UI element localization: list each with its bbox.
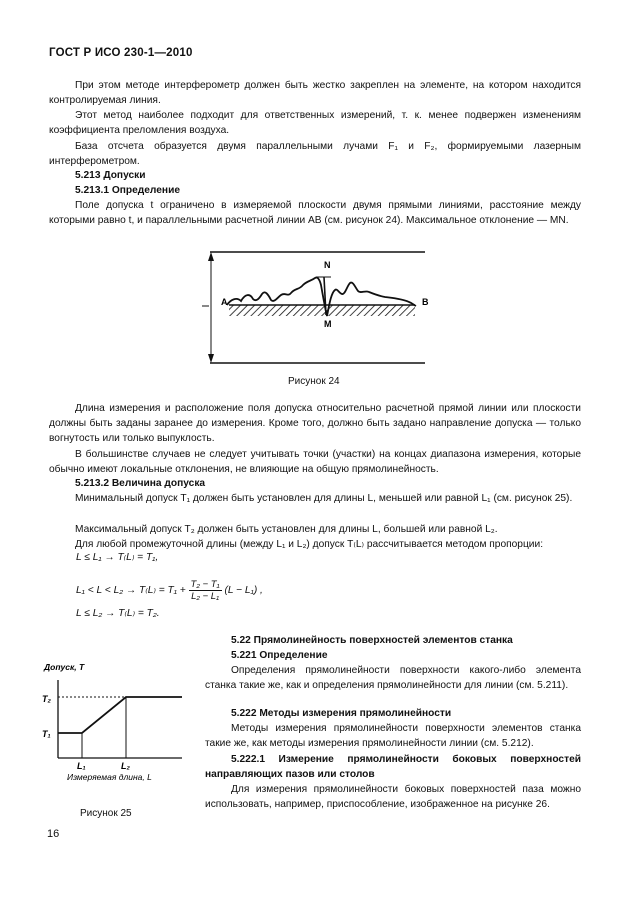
section-heading: 5.221 Определение	[231, 650, 328, 661]
paragraph: Для любой промежуточной длины (между L₁ и L₂) допуск T₍L₎ рассчитывается методом пропорции:	[75, 539, 544, 550]
tolerance-curve	[58, 697, 182, 733]
hatched-reference-surface	[229, 305, 415, 316]
formula-2-left: L₁ < L < L₂ → T₍L₎ = T₁ +	[76, 585, 186, 596]
label-l1: L₁	[77, 761, 86, 771]
label-t2: T₂	[42, 694, 51, 704]
paragraph: База отсчета образуется двумя параллельными лучами F₁ и F₂, формируемыми лазерным интерферометром.	[49, 141, 581, 167]
label-n: N	[324, 260, 331, 270]
paragraph: Для измерения прямолинейности боковых поверхностей паза можно использовать, например, приспособление, изображенное на рисунке 26.	[205, 784, 581, 810]
section-heading: 5.222.1 Измерение прямолинейности боковых поверхностей направляющих пазов или столов	[205, 754, 581, 780]
section-heading: 5.222 Методы измерения прямолинейности	[231, 708, 452, 719]
paragraph: Методы измерения прямолинейности поверхности элементов станка такие же, как методы измерения прямолинейности линии (см. 5.212).	[205, 723, 581, 749]
formula-2-fraction	[189, 579, 222, 602]
paragraph: Минимальный допуск T₁ должен быть установлен для длины L, меньшей или равной L₁ (см. рисунок 25).	[75, 493, 573, 504]
label-l2: L₂	[121, 761, 130, 771]
figure-24-straightness-diagram	[195, 244, 435, 370]
section-heading: 5.213.1 Определение	[75, 185, 181, 196]
figure-24-caption: Рисунок 24	[288, 376, 340, 387]
label-m: M	[324, 319, 332, 329]
label-a: A	[221, 297, 228, 307]
label-b: B	[422, 297, 429, 307]
document-header: ГОСТ Р ИСО 230-1—2010	[49, 47, 193, 59]
paragraph: Этот метод наиболее подходит для ответственных измерений, т. к. менее подвержен изменениям коэффициента преломления воздуха.	[49, 110, 581, 136]
formula-3: L ≤ L₂ → T₍L₎ = T₂.	[76, 608, 160, 619]
formula-2-denominator: L₂ − L₁	[191, 591, 220, 602]
label-t1: T₁	[42, 729, 51, 739]
paragraph: При этом методе интерферометр должен быть жестко закреплен на элементе, на котором находится контролируемая линия.	[49, 80, 581, 106]
paragraph: Максимальный допуск T₂ должен быть установлен для длины L, большей или равной L₂.	[75, 524, 498, 535]
page-number: 16	[47, 828, 60, 840]
paragraph: В большинстве случаев не следует учитывать точки (участки) на концах диапазона измерения, которые обычно имеют локальные отклонения, не влияющие на общую прямолинейность.	[49, 449, 581, 475]
figure-25-caption: Рисунок 25	[80, 808, 132, 819]
figure-25-tolerance-chart	[40, 658, 190, 784]
formula-2	[76, 579, 263, 602]
paragraph: Поле допуска t ограничено в измеряемой плоскости двумя прямыми линиями, расстояние между которыми равно t, и параллельными расчетной линии AB (см. рисунок 24). Максимальное отклонение — MN.	[49, 200, 581, 226]
section-heading: 5.213.2 Величина допуска	[75, 478, 206, 489]
formula-1: L ≤ L₁ → T₍L₎ = T₁,	[76, 552, 159, 563]
section-heading: 5.22 Прямолинейность поверхностей элементов станка	[231, 635, 513, 646]
formula-2-right: (L − L₁) ,	[224, 585, 263, 596]
section-heading: 5.213 Допуски	[75, 170, 146, 181]
paragraph: Длина измерения и расположение поля допуска относительно расчетной прямой линии или плоскости должны быть заданы заранее до измерения. Кроме того, должно быть задано направление допуска — только вогнутость или только выпуклость.	[49, 403, 581, 444]
formula-2-numerator: T₂ − T₁	[190, 579, 220, 590]
paragraph: Определения прямолинейности поверхности какого-либо элемента станка такие же, как и определения прямолинейности для линии (см. 5.211).	[205, 665, 581, 691]
figure-25-ylabel: Допуск, T	[44, 662, 85, 672]
figure-25-xlabel: Измеряемая длина, L	[67, 772, 152, 782]
